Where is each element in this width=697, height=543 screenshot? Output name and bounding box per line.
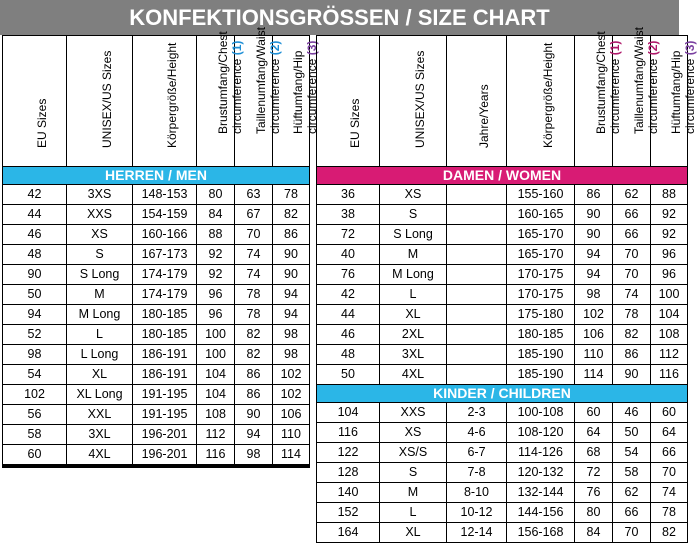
women-band: DAMEN / WOMEN <box>317 167 688 185</box>
table-cell: 106 <box>575 325 613 345</box>
table-cell: 66 <box>613 503 651 523</box>
table-cell: XS <box>67 225 133 245</box>
col-hip: Hüftumfang/Hip circumference (3) <box>651 36 688 167</box>
table-row <box>317 245 688 265</box>
table-cell: XL <box>380 523 447 543</box>
table-cell: 4XL <box>67 445 133 465</box>
table-cell: 82 <box>613 325 651 345</box>
table-cell: L Long <box>67 345 133 365</box>
table-cell: 3XS <box>67 185 133 205</box>
table-cell: XS <box>380 423 447 443</box>
table-cell: 114 <box>575 365 613 385</box>
table-cell <box>447 265 507 285</box>
table-cell: 82 <box>651 523 688 543</box>
table-cell: 67 <box>235 205 273 225</box>
table-row <box>3 225 310 245</box>
table-cell: 50 <box>613 423 651 443</box>
table-cell: 88 <box>197 225 235 245</box>
table-cell: 114 <box>273 445 310 465</box>
table-cell: 74 <box>235 245 273 265</box>
table-cell: XS/S <box>380 443 447 463</box>
table-cell: 58 <box>613 463 651 483</box>
table-cell: 78 <box>651 503 688 523</box>
table-cell: 128 <box>317 463 380 483</box>
table-cell: 78 <box>235 305 273 325</box>
table-cell: 96 <box>197 285 235 305</box>
table-cell: 78 <box>613 305 651 325</box>
table-cell: 90 <box>575 205 613 225</box>
table-cell: 4XL <box>380 365 447 385</box>
table-cell: 52 <box>3 325 67 345</box>
table-cell: 50 <box>3 285 67 305</box>
table-cell: 122 <box>317 443 380 463</box>
table-cell: 7-8 <box>447 463 507 483</box>
col-waist: Taillenumfang/Waist circumference (2) <box>235 36 273 167</box>
table-cell <box>133 467 197 468</box>
table-cell: 152 <box>317 503 380 523</box>
table-cell: 86 <box>613 345 651 365</box>
table-row <box>317 285 688 305</box>
table-cell: 100 <box>197 325 235 345</box>
table-cell: 54 <box>3 365 67 385</box>
table-cell: 94 <box>3 305 67 325</box>
table-cell: 104 <box>197 365 235 385</box>
table-cell: 72 <box>317 225 380 245</box>
table-cell: 167-173 <box>133 245 197 265</box>
table-cell <box>447 325 507 345</box>
table-cell: 12-14 <box>447 523 507 543</box>
table-cell: 120-132 <box>507 463 575 483</box>
col-hip: Hüftumfang/Hip circumference (3) <box>273 36 310 167</box>
table-row <box>317 305 688 325</box>
table-row <box>3 345 310 365</box>
table-cell: 80 <box>197 185 235 205</box>
table-cell: 104 <box>197 385 235 405</box>
table-cell: 185-190 <box>507 345 575 365</box>
table-cell: 174-179 <box>133 265 197 285</box>
table-cell: 100 <box>197 345 235 365</box>
table-row <box>317 265 688 285</box>
table-cell: 186-191 <box>133 345 197 365</box>
table-cell: 102 <box>575 305 613 325</box>
table-cell: 170-175 <box>507 265 575 285</box>
table-cell: 165-170 <box>507 245 575 265</box>
table-cell: 46 <box>613 403 651 423</box>
table-row <box>3 325 310 345</box>
table-row <box>317 185 688 205</box>
table-cell: 90 <box>613 365 651 385</box>
table-cell: 164 <box>317 523 380 543</box>
table-cell <box>447 205 507 225</box>
col-eu-sizes: EU Sizes <box>3 36 67 167</box>
table-cell: S <box>380 463 447 483</box>
table-cell: 140 <box>317 483 380 503</box>
table-cell <box>235 467 273 468</box>
table-cell: 86 <box>235 385 273 405</box>
table-cell: 74 <box>651 483 688 503</box>
table-cell: 2-3 <box>447 403 507 423</box>
table-cell <box>447 305 507 325</box>
table-cell: 92 <box>651 225 688 245</box>
table-cell: 6-7 <box>447 443 507 463</box>
table-cell: 160-166 <box>133 225 197 245</box>
table-cell: 4-6 <box>447 423 507 443</box>
table-cell: 116 <box>651 365 688 385</box>
table-cell: XL <box>67 365 133 385</box>
table-cell: 70 <box>651 463 688 483</box>
col-height: Körpergröße/Height <box>133 36 197 167</box>
table-cell: 88 <box>651 185 688 205</box>
table-cell: 112 <box>197 425 235 445</box>
table-cell: 116 <box>317 423 380 443</box>
table-cell: XXS <box>67 205 133 225</box>
table-cell: 96 <box>197 305 235 325</box>
table-cell: 186-191 <box>133 365 197 385</box>
table-cell: 98 <box>3 345 67 365</box>
table-cell: 94 <box>575 265 613 285</box>
table-cell: 155-160 <box>507 185 575 205</box>
table-cell <box>447 345 507 365</box>
table-cell: 48 <box>317 345 380 365</box>
table-row <box>3 185 310 205</box>
table-row <box>317 483 688 503</box>
table-cell: 92 <box>197 245 235 265</box>
table-cell: 60 <box>3 445 67 465</box>
table-cell: 156-168 <box>507 523 575 543</box>
table-cell: 110 <box>575 345 613 365</box>
table-row <box>317 325 688 345</box>
table-cell: 3XL <box>67 425 133 445</box>
table-cell: 90 <box>235 405 273 425</box>
table-cell: 102 <box>273 385 310 405</box>
table-cell: 98 <box>575 285 613 305</box>
table-cell: 62 <box>613 483 651 503</box>
table-cell: 160-165 <box>507 205 575 225</box>
table-cell: 92 <box>651 205 688 225</box>
table-cell: 108-120 <box>507 423 575 443</box>
table-cell: 96 <box>651 245 688 265</box>
table-cell: 2XL <box>380 325 447 345</box>
table-cell: 76 <box>317 265 380 285</box>
table-cell: 78 <box>235 285 273 305</box>
col-waist: Taillenumfang/Waist circumference (2) <box>613 36 651 167</box>
table-cell <box>447 225 507 245</box>
table-cell <box>447 185 507 205</box>
table-cell: 64 <box>651 423 688 443</box>
table-cell: XL Long <box>67 385 133 405</box>
table-cell: 63 <box>235 185 273 205</box>
table-cell: 64 <box>575 423 613 443</box>
table-cell: 100 <box>651 285 688 305</box>
table-cell: 82 <box>235 325 273 345</box>
table-cell: 94 <box>273 305 310 325</box>
table-row <box>317 523 688 543</box>
col-chest: Brustumfang/Chest circumference (1) <box>197 36 235 167</box>
table-cell: 42 <box>317 285 380 305</box>
table-row <box>3 245 310 265</box>
table-cell: 66 <box>613 205 651 225</box>
table-cell: S Long <box>67 265 133 285</box>
table-cell: L <box>380 503 447 523</box>
table-cell: 191-195 <box>133 385 197 405</box>
table-cell: 112 <box>651 345 688 365</box>
table-row <box>317 423 688 443</box>
table-cell: 78 <box>273 185 310 205</box>
col-years: Jahre/Years <box>447 36 507 167</box>
table-cell: XS <box>380 185 447 205</box>
col-eu-sizes: EU Sizes <box>317 36 380 167</box>
table-row <box>3 467 310 468</box>
men-header-row <box>3 36 310 167</box>
table-cell: 74 <box>235 265 273 285</box>
table-cell: 8-10 <box>447 483 507 503</box>
table-cell: 86 <box>235 365 273 385</box>
table-row <box>3 285 310 305</box>
table-cell: 74 <box>613 285 651 305</box>
table-cell <box>67 467 133 468</box>
table-cell: 70 <box>613 245 651 265</box>
table-cell: 94 <box>575 245 613 265</box>
table-row <box>317 365 688 385</box>
table-cell <box>447 285 507 305</box>
table-cell: 154-159 <box>133 205 197 225</box>
table-row <box>317 503 688 523</box>
table-cell: 114-126 <box>507 443 575 463</box>
table-cell: 104 <box>651 305 688 325</box>
table-cell: 68 <box>575 443 613 463</box>
table-cell <box>447 245 507 265</box>
children-rows <box>317 403 688 543</box>
table-cell: S <box>67 245 133 265</box>
table-cell: 191-195 <box>133 405 197 425</box>
table-row <box>317 225 688 245</box>
table-cell: 70 <box>235 225 273 245</box>
table-cell: 72 <box>575 463 613 483</box>
table-cell: 165-170 <box>507 225 575 245</box>
table-row <box>3 205 310 225</box>
page-title: KONFEKTIONSGRÖSSEN / SIZE CHART <box>0 0 679 35</box>
table-row <box>317 205 688 225</box>
table-cell: 100-108 <box>507 403 575 423</box>
table-cell: 144-156 <box>507 503 575 523</box>
table-row <box>3 385 310 405</box>
table-cell: 196-201 <box>133 425 197 445</box>
table-row <box>3 425 310 445</box>
table-cell: XXL <box>67 405 133 425</box>
women-children-size-table <box>316 27 697 543</box>
table-cell: XXS <box>380 403 447 423</box>
table-cell: 56 <box>3 405 67 425</box>
table-cell: M <box>380 483 447 503</box>
table-cell: S <box>380 205 447 225</box>
table-cell: 84 <box>575 523 613 543</box>
women-rows <box>317 185 688 385</box>
table-cell: 82 <box>235 345 273 365</box>
table-cell: 10-12 <box>447 503 507 523</box>
table-cell: 98 <box>273 325 310 345</box>
table-cell: 96 <box>651 265 688 285</box>
table-cell: 108 <box>651 325 688 345</box>
table-cell: 148-153 <box>133 185 197 205</box>
table-cell <box>197 467 235 468</box>
table-cell: 98 <box>235 445 273 465</box>
table-cell: 175-180 <box>507 305 575 325</box>
table-cell: 110 <box>273 425 310 445</box>
table-row <box>3 265 310 285</box>
table-cell: XL <box>380 305 447 325</box>
table-cell: M <box>67 285 133 305</box>
table-cell: 94 <box>273 285 310 305</box>
table-cell: M Long <box>67 305 133 325</box>
table-cell: L <box>380 285 447 305</box>
table-cell: 90 <box>575 225 613 245</box>
table-cell: 94 <box>235 425 273 445</box>
table-cell: 86 <box>273 225 310 245</box>
table-cell: 46 <box>317 325 380 345</box>
table-row <box>3 445 310 465</box>
table-cell: M <box>380 245 447 265</box>
table-cell: 62 <box>613 185 651 205</box>
table-row <box>317 463 688 483</box>
table-cell: 66 <box>651 443 688 463</box>
table-cell: 36 <box>317 185 380 205</box>
table-cell: 40 <box>317 245 380 265</box>
table-cell: 106 <box>273 405 310 425</box>
table-cell: 102 <box>3 385 67 405</box>
table-cell: S Long <box>380 225 447 245</box>
children-band: KINDER / CHILDREN <box>317 385 688 403</box>
table-cell: 174-179 <box>133 285 197 305</box>
table-cell: 80 <box>575 503 613 523</box>
table-cell: 90 <box>273 245 310 265</box>
men-band: HERREN / MEN <box>3 167 310 185</box>
table-cell: 44 <box>3 205 67 225</box>
table-cell: 54 <box>613 443 651 463</box>
table-cell: 86 <box>575 185 613 205</box>
table-cell: 70 <box>613 523 651 543</box>
table-cell: 46 <box>3 225 67 245</box>
table-cell: 3XL <box>380 345 447 365</box>
table-cell: 84 <box>197 205 235 225</box>
women-header-row <box>317 36 688 167</box>
col-chest: Brustumfang/Chest circumference (1) <box>575 36 613 167</box>
col-unisex-us-sizes: UNISEX/US Sizes <box>380 36 447 167</box>
table-cell: 102 <box>273 365 310 385</box>
table-cell: 38 <box>317 205 380 225</box>
table-cell: 132-144 <box>507 483 575 503</box>
table-cell: 48 <box>3 245 67 265</box>
table-cell: 180-185 <box>507 325 575 345</box>
table-cell: 44 <box>317 305 380 325</box>
table-cell: 58 <box>3 425 67 445</box>
table-cell: 82 <box>273 205 310 225</box>
table-cell: 180-185 <box>133 325 197 345</box>
table-cell: 104 <box>317 403 380 423</box>
table-cell: 180-185 <box>133 305 197 325</box>
table-cell: 42 <box>3 185 67 205</box>
table-cell: 196-201 <box>133 445 197 465</box>
table-cell <box>3 467 67 468</box>
col-unisex-us-sizes: UNISEX/US Sizes <box>67 36 133 167</box>
table-cell: 90 <box>3 265 67 285</box>
table-cell: 76 <box>575 483 613 503</box>
men-rows <box>3 185 310 468</box>
table-cell <box>273 467 310 468</box>
table-row <box>317 345 688 365</box>
table-cell: 108 <box>197 405 235 425</box>
table-cell <box>447 365 507 385</box>
table-cell: 66 <box>613 225 651 245</box>
table-cell: 98 <box>273 345 310 365</box>
col-height: Körpergröße/Height <box>507 36 575 167</box>
table-cell: 90 <box>273 265 310 285</box>
table-cell: 70 <box>613 265 651 285</box>
table-row <box>317 403 688 423</box>
table-cell: 60 <box>651 403 688 423</box>
table-row <box>317 443 688 463</box>
table-row <box>3 305 310 325</box>
table-cell: M Long <box>380 265 447 285</box>
table-row <box>3 365 310 385</box>
table-cell: 185-190 <box>507 365 575 385</box>
men-size-table <box>2 27 319 468</box>
table-cell: 116 <box>197 445 235 465</box>
table-cell: 170-175 <box>507 285 575 305</box>
table-row <box>3 405 310 425</box>
table-cell: L <box>67 325 133 345</box>
table-cell: 50 <box>317 365 380 385</box>
table-cell: 60 <box>575 403 613 423</box>
table-cell: 92 <box>197 265 235 285</box>
